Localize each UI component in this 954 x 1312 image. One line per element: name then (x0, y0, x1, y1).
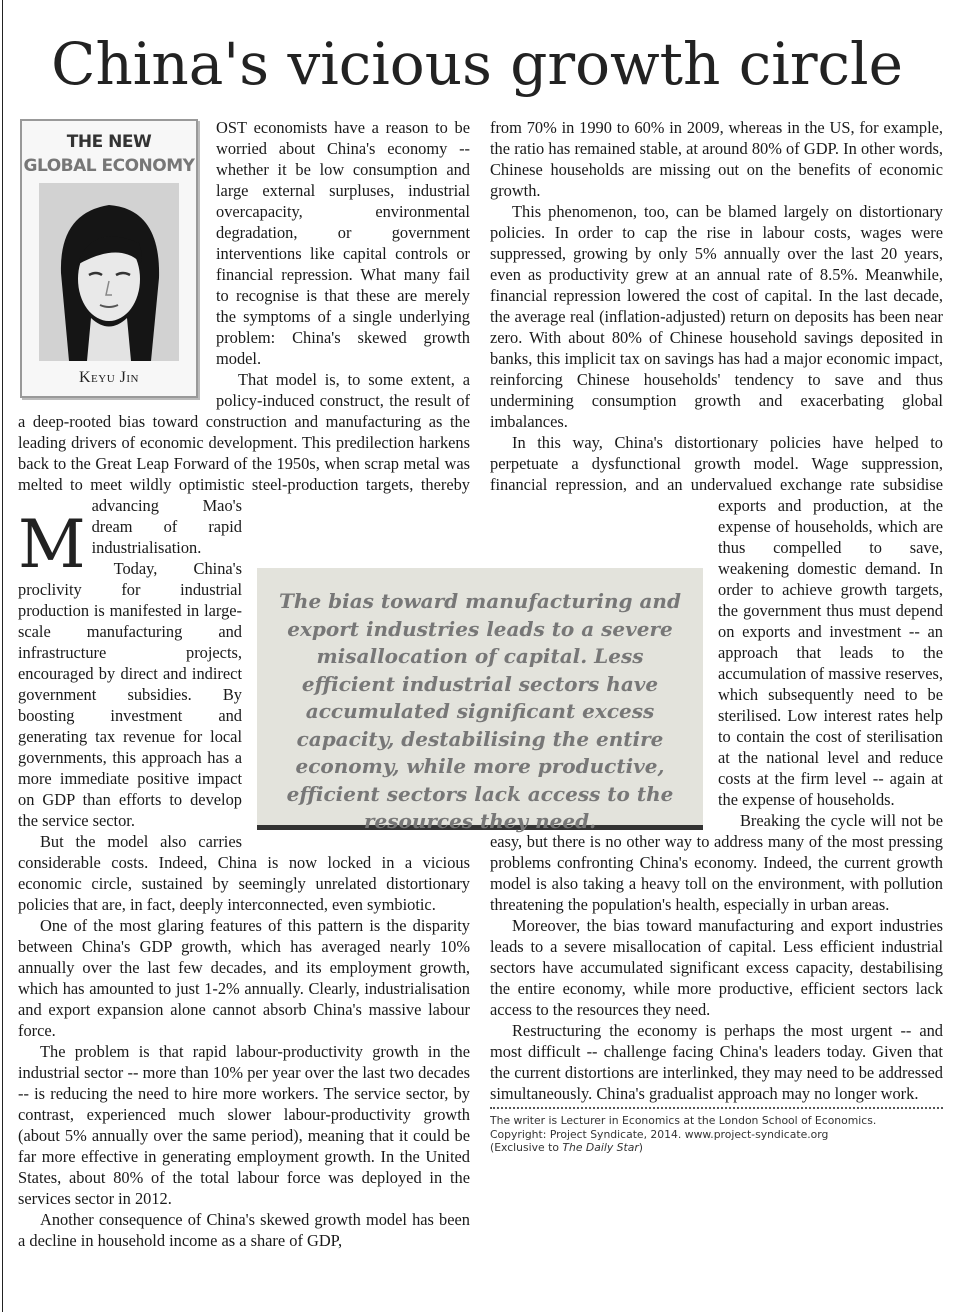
author-portrait (39, 183, 179, 361)
copyright-line: Copyright: Project Syndicate, 2014. www.project-syndicate.org (490, 1127, 829, 1141)
exclusive-line: (Exclusive to The Daily Star) (490, 1141, 643, 1154)
paragraph: But the model also carries considerable costs. Indeed, China is now locked in a vicious economic circle, sustained by seemingly unrelated distortionary policies that are, in fact, deeply interconnected, even symbiotic. (18, 832, 470, 914)
author-note (490, 1107, 943, 1155)
paragraph: M OST economists have a reason to be worried about China's economy -- whether it be low consumption and large external surpluses, industrial overcapacity, environmental degradation, or government interventions like capital controls or financial repression. What many fail to recognise is that these are merely the symptoms of a single underlying problem: China's skewed growth model. (18, 118, 470, 583)
paragraph: Moreover, the bias toward manufacturing and export industries leads to a severe misallocation of capital. Less efficient industrial sectors have accumulated significant excess capacity, destabilising the entire economy, while more productive, efficient sectors lack access to the resources they need. (490, 916, 943, 1019)
paragraph: This phenomenon, too, can be blamed largely on distortionary policies. In order to cap the rise in labour costs, wages were suppressed, growing by only 5% annually over the last 20 years, even as productivity grew at an annual rate of 8.5%. Meanwhile, financial repression lowered the cost of capital. In the last decade, the average real (inflation-adjusted) return on deposits has been near zero. With about 80% of Chinese household savings deposited in banks, this implicit tax on savings has had a major economic impact, reinforcing Chinese households' tendency to save and thus undermining consumption growth and exacerbating global imbalances. (490, 202, 943, 431)
column-series-subtitle: GLOBAL ECONOMY (23, 156, 195, 176)
page-edge-rule (2, 0, 3, 1312)
pull-quote: The bias toward manufacturing and export industries leads to a severe misallocation of capital. Less efficient industrial sectors have accumulated significant excess capacity, destabilising the entire economy, while more productive, efficient sectors lack access to the resources they need. (257, 568, 703, 830)
publication-name: The Daily Star (562, 1141, 639, 1154)
drop-cap: M (18, 506, 86, 583)
paragraph: Another consequence of China's skewed growth model has been a decline in household income as a share of GDP, (18, 1210, 470, 1250)
article-headline: China's vicious growth circle (51, 30, 903, 98)
paragraph: Breaking the cycle will not be easy, but there is no other way to address many of the most pressing problems confronting China's economy. Indeed, the current growth model is also taking a heavy toll on the environment, with pollution threatening the population's health, especially in urban areas. (490, 811, 943, 914)
author-note-line: The writer is Lecturer in Economics at the London School of Economics. (490, 1114, 877, 1127)
paragraph: One of the most glaring features of this pattern is the disparity between China's GDP growth, which has averaged nearly 10% annually over the last few decades, and its employment growth, which has amounted to just 1-2% annually. Clearly, industrialisation and export expansion alone cannot absorb China's massive labour force. (18, 916, 470, 1040)
lead-word: OST (216, 118, 247, 137)
author-portrait-image (39, 183, 179, 361)
columnist-box (20, 119, 198, 398)
paragraph: That model is, to some extent, a policy-induced construct, the result of a deep-rooted bias toward construction and manufacturing as the leading drivers of economic development. This predilection harkens back to the Great Leap Forward of the 1950s, when scrap metal was melted to meet wildly optimistic steel-production targets, thereby advancing Mao's dream of rapid industrialisation. (18, 370, 470, 557)
paragraph: Today, China's proclivity for industrial production is manifested in large-scale manufacturing and infrastructure projects, encouraged by direct and indirect government subsidies. By boosting investment and generating tax revenue for local governments, this approach has a more immediate positive impact on GDP than efforts to develop the service sector. (18, 559, 242, 830)
author-name: Keyu Jin (79, 369, 139, 386)
paragraph: Restructuring the economy is perhaps the most urgent -- and most difficult -- challenge facing China's leaders today. Given that the current distortions are interlinked, they may need to be addressed simultaneously. China's gradualist approach may no longer work. (490, 1021, 943, 1103)
paragraph: The problem is that rapid labour-productivity growth in the industrial sector -- more than 10% per year over the last two decades -- is reducing the need to hire more workers. The service sector, by contrast, experienced much slower labour-productivity growth (about 5% annually over the same period), meaning that it could be far more effective in generating employment growth. In the United States, about 80% of the total labour force was deployed in the services sector in 2012. (18, 1042, 470, 1208)
paragraph: from 70% in 1990 to 60% in 2009, whereas in the US, for example, the ratio has remained stable, at around 80% of GDP. In other words, Chinese households are missing out on the benefits of economic growth. (490, 118, 943, 200)
column-series-title: THE NEW (66, 132, 152, 152)
paragraph: In this way, China's distortionary policies have helped to perpetuate a dysfunctional growth model. Wage suppression, financial repression, and an undervalued exchange rate subsidise exports and production, at the expense of households, which are thus compelled to save, weakening domestic demand. In order to achieve growth targets, the government thus must depend on exports and investment -- an approach that leads to the accumulation of massive reserves, which subsequently need to be sterilised. Low interest rates help to contain the cost of sterilisation at the national level and reduce costs at the firm level -- again at the expense of households. (490, 433, 943, 809)
dotted-divider (490, 1107, 943, 1109)
